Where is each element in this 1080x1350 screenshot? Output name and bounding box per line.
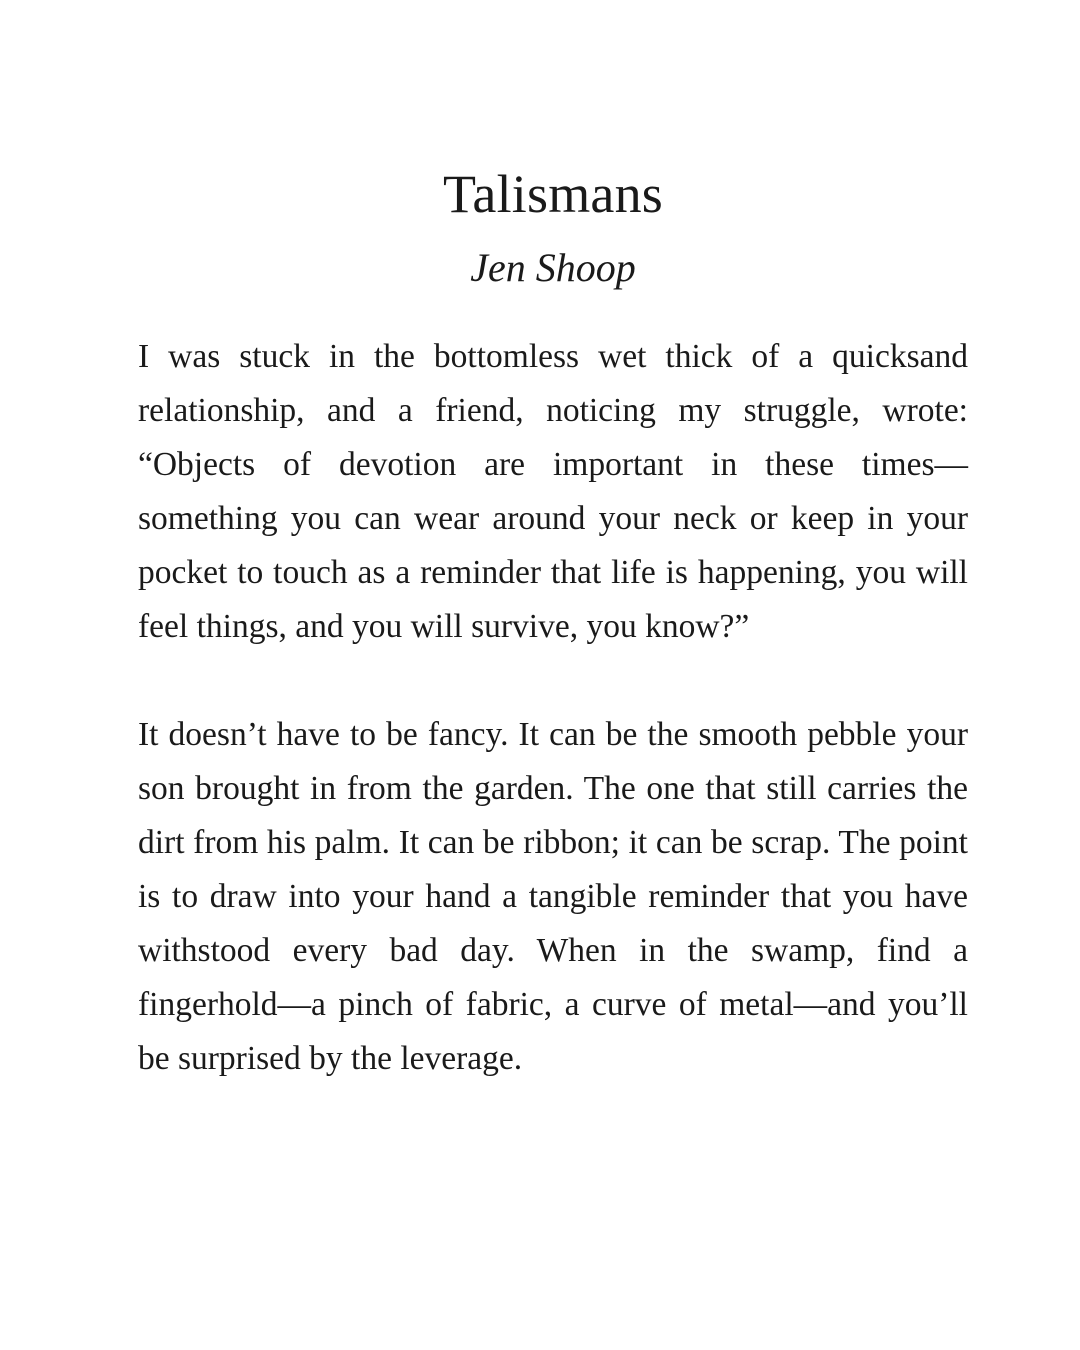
body-paragraph-1: I was stuck in the bottomless wet thick of a quicksand relationship, and a friend, noticing my struggle, wrote: “Objects of devotion are important in these times—something you can wear around your neck or keep in your pocket to touch as a reminder that life is happening, you will feel things, and you will survive, you know?”: [138, 338, 968, 645]
document-author: Jen Shoop: [470, 245, 636, 290]
body-paragraph-2: It doesn’t have to be fancy. It can be the smooth pebble your son brought in from the garden. The one that still carries the dirt from his palm. It can be ribbon; it can be scrap. The point is to draw into your hand a tangible reminder that you have withstood every bad day. When in the swamp, find a fingerhold—a pinch of fabric, a curve of metal—and you’ll be surprised by the leverage.: [138, 716, 968, 1077]
document-title: Talismans: [443, 164, 663, 224]
document-page: [138, 160, 968, 1086]
document-body: [138, 330, 968, 1086]
